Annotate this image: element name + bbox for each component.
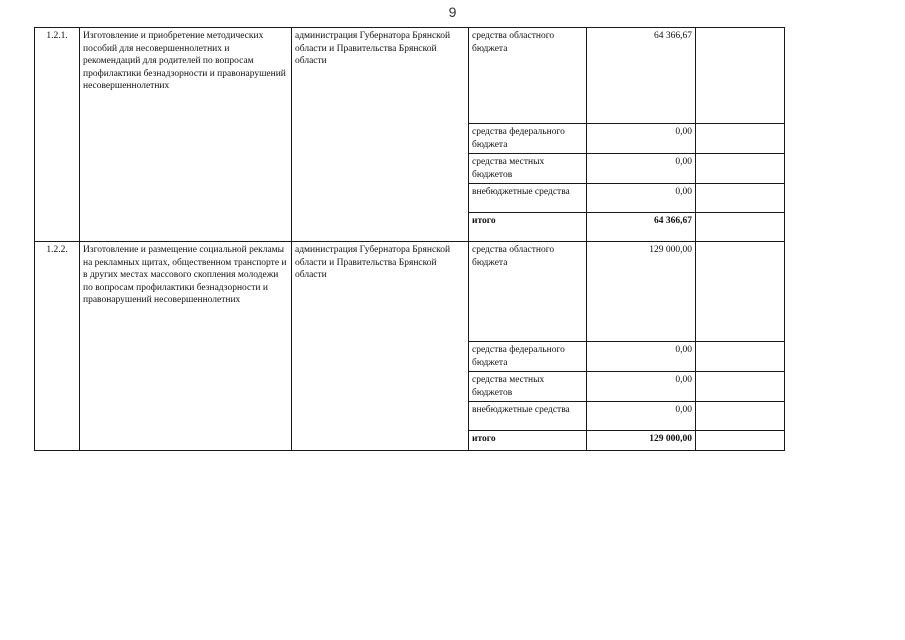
program-table — [34, 27, 785, 451]
funding-source: средства областного бюджета — [469, 242, 587, 342]
funding-source: средства местных бюджетов — [469, 154, 587, 184]
item-title: Изготовление и приобретение методических пособий для несовершеннолетних и рекомендаций для родителей по вопросам профилактики безнадзорности и правонарушений несовершеннолетних — [80, 28, 292, 242]
funding-total-label: итого — [469, 431, 587, 451]
item-number: 1.2.2. — [35, 242, 80, 451]
funding-amount: 0,00 — [587, 154, 696, 184]
empty-cell — [696, 431, 785, 451]
funding-amount: 0,00 — [587, 342, 696, 372]
empty-cell — [696, 213, 785, 242]
empty-cell — [696, 372, 785, 402]
funding-source: внебюджетные средства — [469, 184, 587, 213]
funding-source: средства федерального бюджета — [469, 342, 587, 372]
empty-cell — [696, 154, 785, 184]
empty-cell — [696, 184, 785, 213]
item-number: 1.2.1. — [35, 28, 80, 242]
funding-total-label: итого — [469, 213, 587, 242]
funding-source: средства областного бюджета — [469, 28, 587, 124]
empty-cell — [696, 402, 785, 431]
empty-cell — [696, 242, 785, 342]
funding-amount: 0,00 — [587, 402, 696, 431]
item-executor: администрация Губернатора Брянской области и Правительства Брянской области — [292, 28, 469, 242]
item-executor: администрация Губернатора Брянской области и Правительства Брянской области — [292, 242, 469, 451]
funding-total-amount: 64 366,67 — [587, 213, 696, 242]
empty-cell — [696, 342, 785, 372]
funding-source: средства местных бюджетов — [469, 372, 587, 402]
item-title: Изготовление и размещение социальной рекламы на рекламных щитах, общественном транспорте и в других местах массового скопления молодежи по вопросам профилактики безнадзорности и правонарушений несовершеннолетних — [80, 242, 292, 451]
funding-amount: 64 366,67 — [587, 28, 696, 124]
funding-amount: 0,00 — [587, 372, 696, 402]
table-row — [35, 242, 785, 342]
funding-total-amount: 129 000,00 — [587, 431, 696, 451]
empty-cell — [696, 124, 785, 154]
funding-source: средства федерального бюджета — [469, 124, 587, 154]
page-number: 9 — [448, 4, 457, 20]
funding-amount: 0,00 — [587, 184, 696, 213]
table-row — [35, 28, 785, 124]
empty-cell — [696, 28, 785, 124]
funding-amount: 129 000,00 — [587, 242, 696, 342]
funding-source: внебюджетные средства — [469, 402, 587, 431]
funding-amount: 0,00 — [587, 124, 696, 154]
